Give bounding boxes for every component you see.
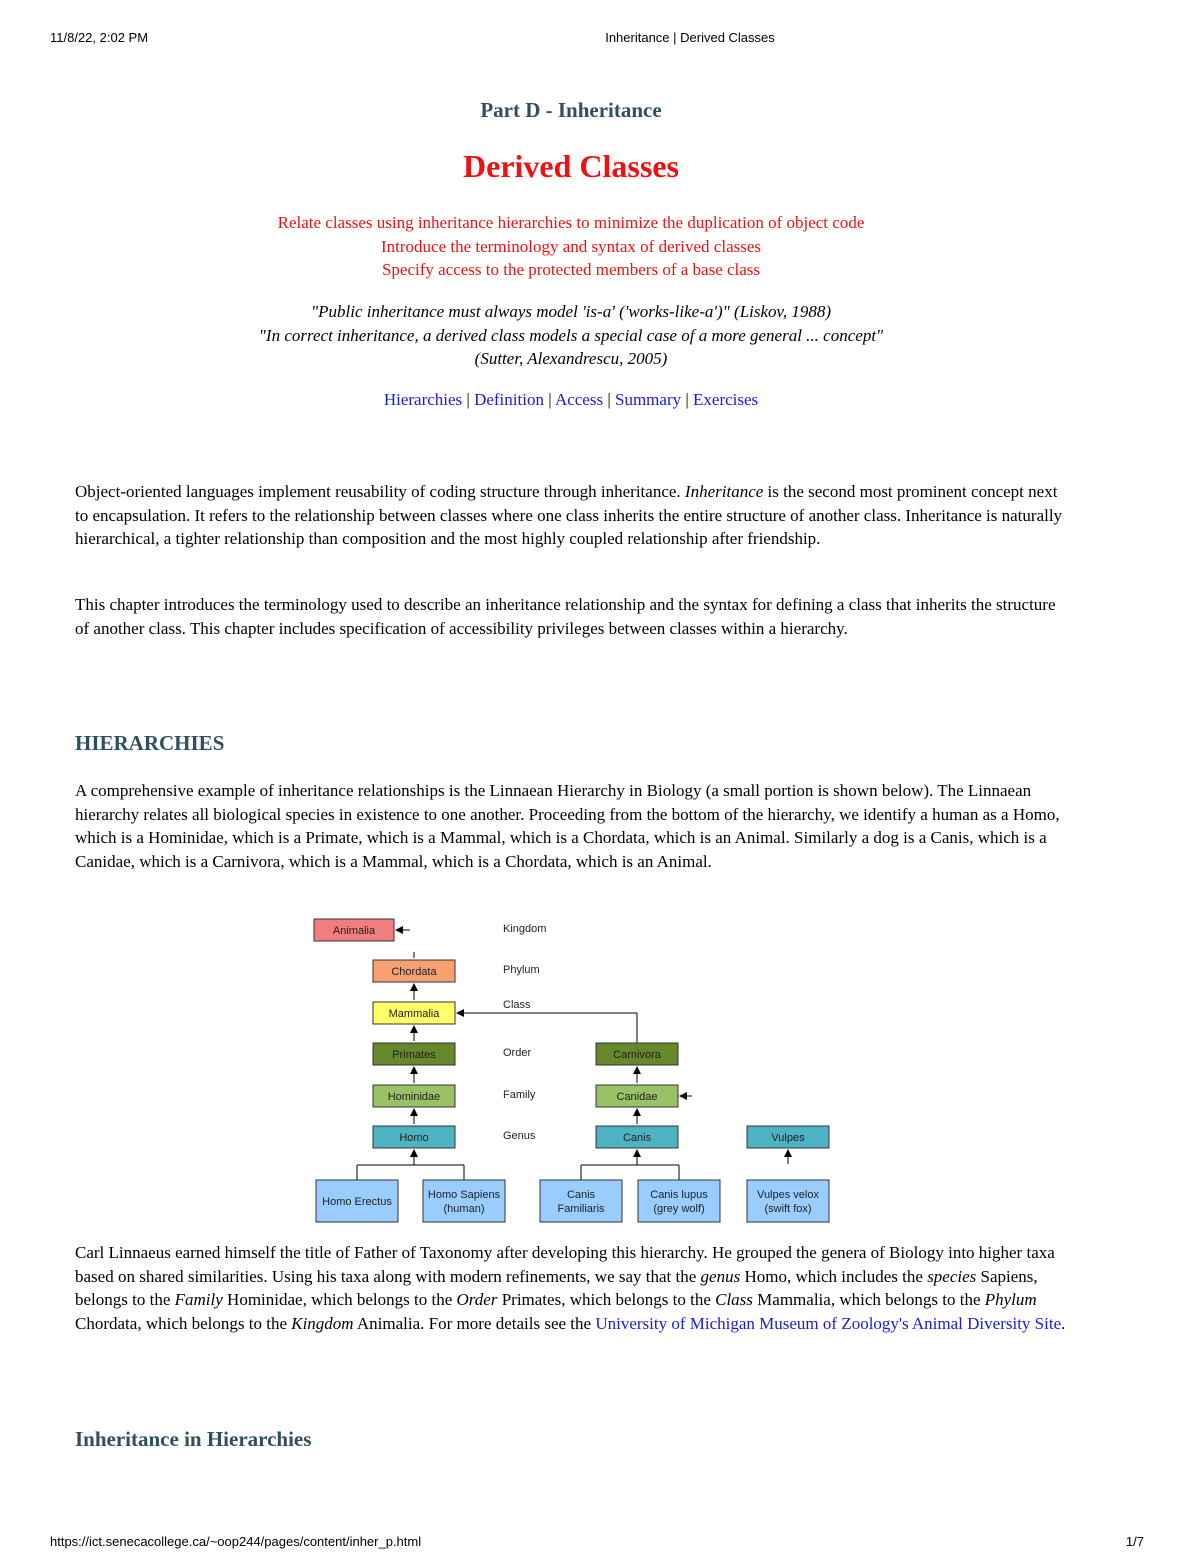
taxon-label: Mammalia: [388, 1008, 440, 1020]
print-page-title: Inheritance | Derived Classes: [605, 30, 775, 45]
taxon-label: (swift fox): [764, 1203, 812, 1215]
rank-label-family: Family: [503, 1089, 536, 1101]
section-heading-hierarchies: HIERARCHIES: [75, 731, 225, 755]
taxon-label: Canidae: [616, 1091, 658, 1103]
part-title: Part D - Inheritance: [480, 98, 662, 122]
taxon-label: Vulpes: [771, 1132, 805, 1144]
section-nav: [75, 390, 1067, 410]
taxon-box: [638, 1180, 720, 1222]
taxon-label: (grey wolf): [653, 1203, 705, 1215]
taxon-node-homo: [373, 1126, 455, 1148]
print-datetime: 11/8/22, 2:02 PM: [50, 30, 149, 45]
taxon-node-canis: [596, 1126, 678, 1148]
rank-label-class: Class: [503, 999, 531, 1011]
taxon-label: Chordata: [391, 966, 437, 978]
taxon-label: Primates: [392, 1049, 436, 1061]
quote-line: "In correct inheritance, a derived class models a special case of a more general ... concept": [258, 325, 884, 345]
nav-link-exercises[interactable]: Exercises: [693, 390, 759, 409]
objective-item: Relate classes using inheritance hierarchies to minimize the duplication of object code: [277, 213, 865, 232]
diagram-rank-labels: [503, 923, 546, 1142]
quotes-block: [75, 300, 1067, 371]
rank-label-kingdom: Kingdom: [503, 923, 547, 935]
nav-link-hierarchies[interactable]: Hierarchies: [383, 390, 463, 409]
taxon-node-primates: [373, 1043, 455, 1065]
taxon-box: [423, 1180, 505, 1222]
taxon-node-homo-erectus: [316, 1180, 398, 1222]
taxon-node-canis-lupus: [638, 1180, 720, 1222]
linnaean-hierarchy-diagram: [310, 912, 840, 1228]
taxon-label: Homo Sapiens: [427, 1189, 501, 1201]
taxon-label: Canis: [622, 1132, 652, 1144]
taxon-label: Homo Erectus: [322, 1196, 392, 1208]
intro-paragraph-2: This chapter introduces the terminology used to describe an inheritance relationship and the syntax for defining a class that inherits the structure of another class. This chapter includes specification of accessibility privileges between classes within a hierarchy.: [75, 595, 1056, 638]
taxon-label: Canis lupus: [650, 1189, 708, 1201]
hierarchies-paragraph: A comprehensive example of inheritance relationships is the Linnaean Hierarchy in Biology (a small portion is shown below). The Linnaean hierarchy relates all biological species in existence to one another. Proceeding from the bottom of the hierarchy, we identify a human as a Homo, which is a Hominidae, which is a Primate, which is a Mammal, which is a Chordata, which is an Animal. Similarly a dog is a Canis, which is a Canidae, which is a Carnivora, which is a Mammal, which is a Chordata, which is an Animal.: [75, 781, 1060, 871]
taxon-node-hominidae: [373, 1085, 455, 1107]
taxon-label: (human): [443, 1203, 485, 1215]
quote-line: "Public inheritance must always model 'is-a' ('works-like-a')" (Liskov, 1988): [311, 302, 831, 321]
nav-link-access[interactable]: Access: [554, 390, 604, 409]
objective-item: Specify access to the protected members of a base class: [381, 260, 761, 279]
taxon-node-canidae: [596, 1085, 678, 1107]
linnaeus-paragraph: Carl Linnaeus earned himself the title of Father of Taxonomy after developing this hierarchy. He grouped the genera of Biology into higher taxa based on shared similarities. Using his taxa along with modern refinements, we say that the genus Homo, which includes the species Sapiens, belongs to the Family Hominidae, which belongs to the Order Primates, which belongs to the Class Mammalia, which belongs to the Phylum Chordata, which belongs to the Kingdom Animalia. For more details see the University of Michigan Museum of Zoology's Animal Diversity Site.: [75, 1243, 1066, 1333]
taxon-label: Familiaris: [557, 1203, 605, 1215]
taxon-label: Homo: [399, 1132, 429, 1144]
taxon-node-chordata: [373, 960, 455, 982]
taxon-label: Animalia: [332, 925, 376, 937]
taxon-node-mammalia: [373, 1002, 455, 1024]
print-page-number: 1/7: [1125, 1534, 1144, 1549]
taxon-label: Hominidae: [387, 1091, 441, 1103]
taxon-label: Carnivora: [613, 1049, 661, 1061]
taxon-box: [747, 1180, 829, 1222]
taxon-node-homo-sapiens: [423, 1180, 505, 1222]
taxon-node-canis-familiaris: [540, 1180, 622, 1222]
print-url: https://ict.senecacollege.ca/~oop244/pages/content/inher_p.html: [50, 1534, 422, 1549]
quote-citation: (Sutter, Alexandrescu, 2005): [474, 349, 668, 368]
rank-label-phylum: Phylum: [503, 964, 540, 976]
nav-separator: |: [548, 390, 552, 409]
nav-separator: |: [466, 390, 470, 409]
section-heading-inheritance-in-hierarchies: Inheritance in Hierarchies: [75, 1427, 312, 1451]
nav-link-summary[interactable]: Summary: [615, 390, 682, 409]
animal-diversity-link[interactable]: University of Michigan Museum of Zoology's Animal Diversity Site: [595, 1313, 1062, 1333]
diagram-nodes: [314, 919, 829, 1222]
taxon-node-vulpes-velox: [747, 1180, 829, 1222]
taxon-box: [540, 1180, 622, 1222]
rank-label-order: Order: [503, 1047, 532, 1059]
nav-separator: |: [607, 390, 611, 409]
intro-paragraph: Object-oriented languages implement reusability of coding structure through inheritance. Inheritance is the second most prominent concept next to encapsulation. It refers to the relationship between classes where one class inherits the entire structure of another class. Inheritance is naturally hierarchical, a tighter relationship than composition and the most highly coupled relationship after friendship.: [75, 482, 1063, 548]
nav-link-definition[interactable]: Definition: [474, 390, 544, 409]
taxon-node-vulpes: [747, 1126, 829, 1148]
taxon-node-carnivora: [596, 1043, 678, 1065]
taxon-label: Vulpes velox: [757, 1189, 819, 1201]
nav-separator: |: [685, 390, 689, 409]
taxon-node-animalia: [314, 919, 394, 941]
rank-label-genus: Genus: [503, 1130, 536, 1142]
learning-objectives: [75, 211, 1067, 282]
taxon-label: Canis: [566, 1189, 596, 1201]
page-title: Derived Classes: [463, 148, 679, 184]
emphasis: Inheritance: [684, 482, 764, 501]
objective-item: Introduce the terminology and syntax of derived classes: [380, 236, 762, 256]
